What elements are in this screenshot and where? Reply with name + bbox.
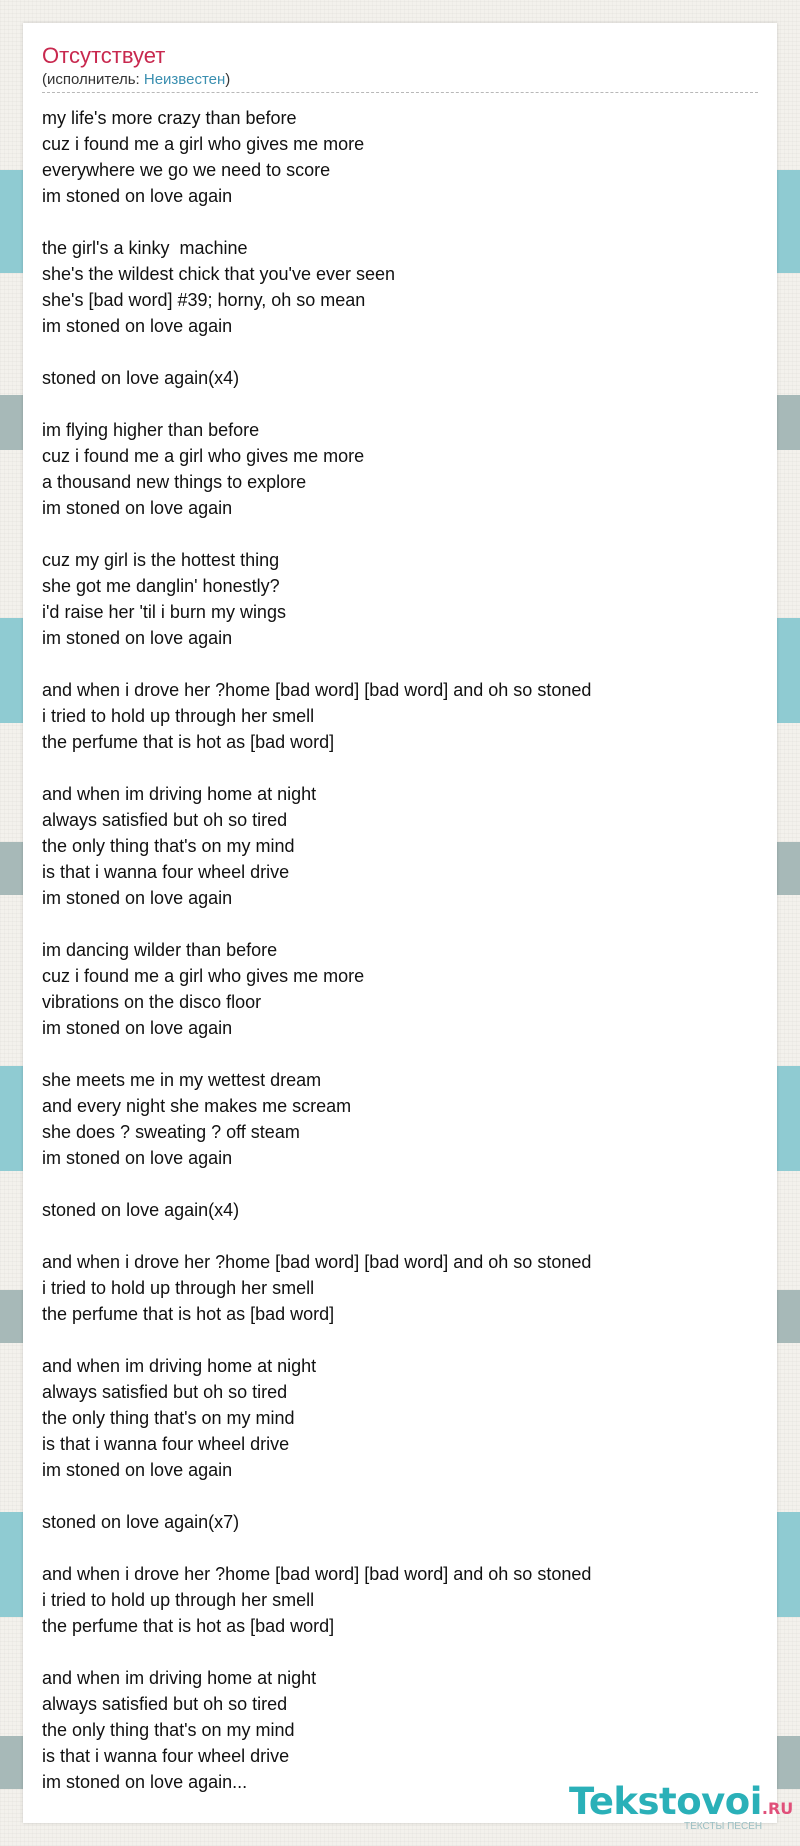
lyric-blank-line	[42, 1483, 742, 1509]
lyric-line: and when im driving home at night	[42, 1356, 317, 1376]
lyric-line: im stoned on love again	[42, 498, 233, 518]
lyric-line: im flying higher than before	[42, 420, 260, 440]
lyric-line: my life's more crazy than before	[42, 108, 297, 128]
lyric-line: she got me danglin' honestly?	[42, 576, 280, 596]
lyric-line: cuz my girl is the hottest thing	[42, 550, 280, 570]
lyric-line: the perfume that is hot as [bad word]	[42, 732, 335, 752]
lyrics-body	[42, 105, 742, 1795]
lyric-blank-line	[42, 1223, 742, 1249]
lyric-line: stoned on love again(x7)	[42, 1512, 240, 1532]
lyric-line: she's [bad word] #39; horny, oh so mean	[42, 290, 366, 310]
song-title: Отсутствует	[42, 43, 166, 68]
lyric-blank-line	[42, 1041, 742, 1067]
lyric-blank-line	[42, 755, 742, 781]
artist-prefix: (исполнитель:	[42, 71, 144, 88]
lyric-line: and when i drove her ?home [bad word] [bad word] and oh so stoned	[42, 1564, 592, 1584]
lyric-line: cuz i found me a girl who gives me more	[42, 134, 365, 154]
lyric-line: i tried to hold up through her smell	[42, 1278, 315, 1298]
lyric-line: is that i wanna four wheel drive	[42, 1434, 290, 1454]
lyric-blank-line	[42, 391, 742, 417]
artist-suffix: )	[225, 71, 231, 88]
artist-link[interactable]: Неизвестен	[143, 71, 226, 88]
lyric-line: im stoned on love again	[42, 316, 233, 336]
lyric-blank-line	[42, 1639, 742, 1665]
lyric-blank-line	[42, 1327, 742, 1353]
lyric-line: she does ? sweating ? off steam	[42, 1122, 300, 1142]
lyric-line: im stoned on love again	[42, 1018, 233, 1038]
lyric-line: i'd raise her 'til i burn my wings	[42, 602, 286, 622]
lyric-blank-line	[42, 209, 742, 235]
lyric-blank-line	[42, 339, 742, 365]
lyric-line: stoned on love again(x4)	[42, 1200, 240, 1220]
lyric-line: always satisfied but oh so tired	[42, 1382, 288, 1402]
lyric-line: i tried to hold up through her smell	[42, 1590, 315, 1610]
lyric-line: always satisfied but oh so tired	[42, 810, 288, 830]
lyric-blank-line	[42, 1535, 742, 1561]
logo-name: Tekstovoi	[569, 1780, 762, 1823]
lyric-blank-line	[42, 651, 742, 677]
lyric-line: and when i drove her ?home [bad word] [bad word] and oh so stoned	[42, 680, 592, 700]
lyric-line: the only thing that's on my mind	[42, 1408, 295, 1428]
lyric-line: im stoned on love again	[42, 186, 233, 206]
lyric-line: the only thing that's on my mind	[42, 1720, 295, 1740]
artist-line	[42, 71, 758, 89]
site-logo[interactable]	[569, 1780, 794, 1832]
lyric-line: a thousand new things to explore	[42, 472, 307, 492]
lyric-line: and when i drove her ?home [bad word] [bad word] and oh so stoned	[42, 1252, 592, 1272]
lyric-line: she's the wildest chick that you've ever seen	[42, 264, 396, 284]
lyric-line: stoned on love again(x4)	[42, 368, 240, 388]
lyric-line: the girl's a kinky machine	[42, 238, 248, 258]
lyric-line: everywhere we go we need to score	[42, 160, 331, 180]
logo-tagline: ТЕКСТЫ ПЕСЕН	[684, 1821, 763, 1832]
lyric-line: is that i wanna four wheel drive	[42, 862, 290, 882]
lyric-blank-line	[42, 521, 742, 547]
lyric-line: always satisfied but oh so tired	[42, 1694, 288, 1714]
lyric-line: cuz i found me a girl who gives me more	[42, 966, 365, 986]
lyrics-card	[23, 23, 794, 1832]
lyric-line: im stoned on love again	[42, 888, 233, 908]
lyric-line: the only thing that's on my mind	[42, 836, 295, 856]
logo-tld: .RU	[761, 1799, 794, 1818]
lyric-line: and when im driving home at night	[42, 784, 317, 804]
song-header	[42, 43, 758, 89]
lyric-line: im stoned on love again...	[42, 1772, 248, 1792]
lyric-line: im stoned on love again	[42, 628, 233, 648]
lyric-line: the perfume that is hot as [bad word]	[42, 1304, 335, 1324]
lyric-line: she meets me in my wettest dream	[42, 1070, 322, 1090]
lyric-line: im stoned on love again	[42, 1460, 233, 1480]
lyric-line: vibrations on the disco floor	[42, 992, 262, 1012]
lyric-line: i tried to hold up through her smell	[42, 706, 315, 726]
lyric-line: im stoned on love again	[42, 1148, 233, 1168]
lyric-blank-line	[42, 911, 742, 937]
lyric-line: cuz i found me a girl who gives me more	[42, 446, 365, 466]
lyric-line: and every night she makes me scream	[42, 1096, 352, 1116]
lyric-line: is that i wanna four wheel drive	[42, 1746, 290, 1766]
lyric-blank-line	[42, 1171, 742, 1197]
lyric-line: im dancing wilder than before	[42, 940, 278, 960]
lyric-line: and when im driving home at night	[42, 1668, 317, 1688]
header-divider	[42, 92, 758, 93]
lyric-line: the perfume that is hot as [bad word]	[42, 1616, 335, 1636]
